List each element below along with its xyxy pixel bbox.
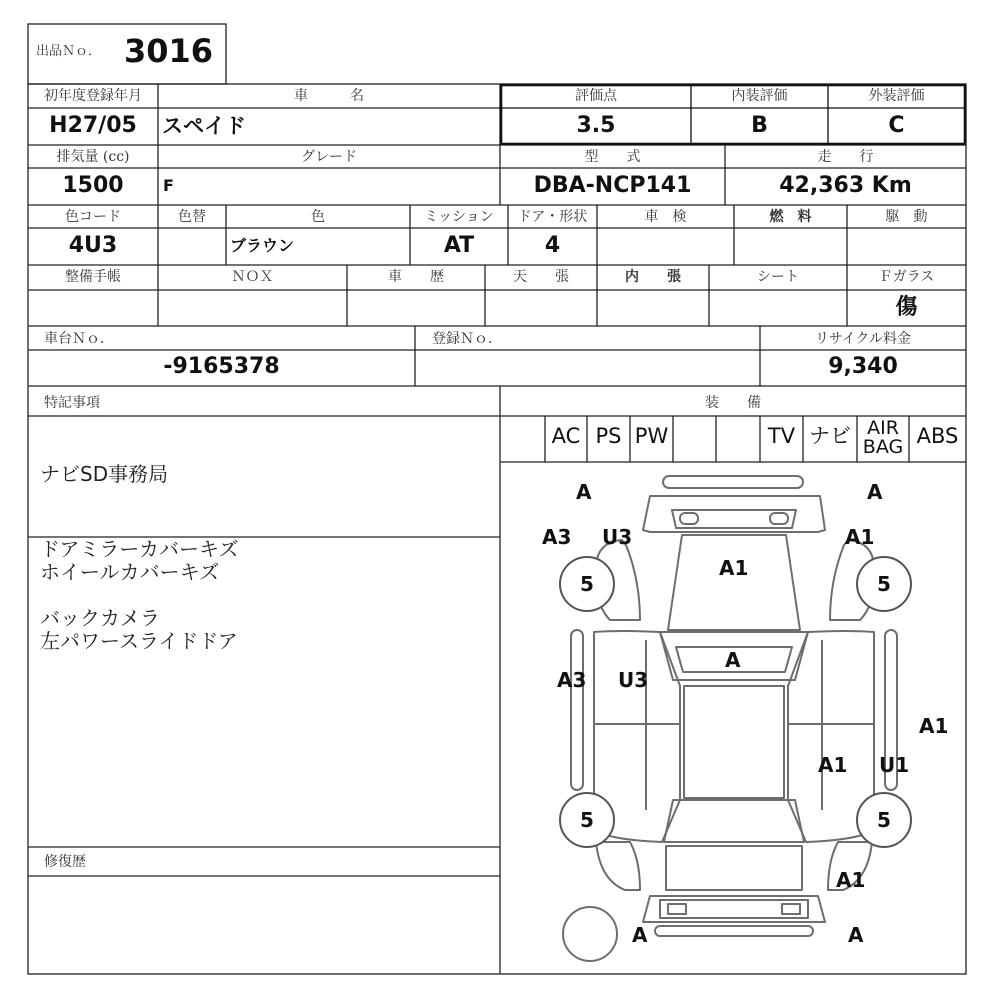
- equipment-abs: ABS: [916, 424, 959, 448]
- equipment-pw: PW: [634, 424, 669, 448]
- damage-right-door-a: A1: [818, 753, 848, 777]
- equipment-tv: TV: [767, 424, 796, 448]
- lot-label: 出品Ｎｏ．: [36, 44, 102, 59]
- tire-front-left: 5: [559, 556, 615, 612]
- interior-value: B: [751, 113, 768, 138]
- notes-line-2: ドアミラーカバーキズ: [40, 537, 239, 561]
- interior-label: 内装評価: [731, 88, 788, 104]
- inspection-label: 車 検: [644, 209, 687, 225]
- color-code-value: 4U3: [68, 233, 118, 258]
- recycle-label: リサイクル料金: [814, 331, 912, 347]
- damage-hood: A1: [719, 556, 749, 580]
- history-label: 車 歴: [388, 269, 444, 285]
- notes-line-3: ホイールカバーキズ: [40, 560, 220, 584]
- inner-label: 内 張: [625, 269, 681, 285]
- mileage-value: 42,363 Km: [779, 173, 912, 198]
- model-label: 型 式: [584, 149, 641, 165]
- first-reg-value: H27/05: [49, 113, 137, 138]
- reg-no-label: 登録Ｎｏ．: [432, 331, 502, 347]
- chassis-label: 車台Ｎｏ．: [44, 331, 114, 347]
- repair-history-label: 修復歴: [44, 854, 86, 870]
- notes-label: 特記事項: [44, 395, 100, 411]
- car-name-value: スペイド: [162, 114, 246, 138]
- damage-left-door-a: A3: [557, 668, 587, 692]
- exterior-value: C: [888, 113, 905, 138]
- fglass-label: Ｆガラス: [878, 269, 935, 285]
- recycle-value: 9,340: [828, 354, 898, 379]
- damage-roof: A: [725, 648, 741, 672]
- damage-rear-left-bumper: A: [632, 923, 648, 947]
- color-label: 色: [311, 209, 325, 225]
- equipment-airbag: AIR BAG: [862, 417, 904, 458]
- first-reg-label: 初年度登録年月: [44, 88, 142, 104]
- notes-line-4: バックカメラ: [40, 606, 160, 630]
- equipment-navi: ナビ: [809, 424, 851, 448]
- notes-line-5: 左パワースライドドア: [40, 629, 238, 653]
- damage-left-front-fender-u: U3: [602, 525, 633, 549]
- damage-trunk: A1: [836, 868, 866, 892]
- equipment-label: 装 備: [705, 395, 761, 411]
- score-label: 評価点: [575, 88, 617, 104]
- damage-right-side: A1: [919, 714, 949, 738]
- damage-left-front-fender-a: A3: [542, 525, 572, 549]
- drive-label: 駆 動: [885, 209, 928, 225]
- displacement-value: 1500: [62, 173, 124, 198]
- nox-label: ＮＯＸ: [231, 269, 274, 285]
- door-value: 4: [544, 233, 561, 258]
- mileage-label: 走 行: [817, 149, 874, 165]
- damage-left-door-u: U3: [618, 668, 649, 692]
- mission-label: ミッション: [424, 209, 494, 225]
- color-value: ブラウン: [230, 236, 295, 255]
- car-name-label: 車 名: [294, 88, 364, 104]
- tire-rear-right: 5: [856, 792, 912, 848]
- tire-rear-left: 5: [559, 792, 615, 848]
- score-value: 3.5: [576, 113, 616, 138]
- color-code-label: 色コード: [65, 209, 121, 225]
- damage-front-left-bumper: A: [576, 480, 592, 504]
- exterior-label: 外装評価: [868, 88, 925, 104]
- fuel-label: 燃 料: [769, 209, 812, 225]
- lot-number: 3016: [124, 32, 214, 70]
- mission-value: AT: [443, 233, 475, 258]
- chassis-value: -9165378: [163, 354, 280, 379]
- damage-rear-right-bumper: A: [848, 923, 864, 947]
- color-change-label: 色替: [178, 209, 206, 225]
- fglass-value: 傷: [895, 294, 918, 320]
- damage-right-front-fender: A1: [845, 525, 875, 549]
- door-label: ドア・形状: [517, 209, 588, 225]
- ceiling-label: 天 張: [513, 269, 569, 285]
- damage-right-door-u: U1: [879, 753, 910, 777]
- manual-label: 整備手帳: [65, 269, 121, 285]
- grade-label: グレード: [301, 149, 357, 165]
- seat-label: シート: [757, 269, 799, 285]
- notes-line-1: ナビSD事務局: [40, 462, 169, 486]
- grade-value: F: [163, 176, 174, 195]
- damage-front-right-bumper: A: [867, 480, 883, 504]
- model-value: DBA-NCP141: [533, 173, 692, 198]
- tire-front-right: 5: [856, 556, 912, 612]
- displacement-label: 排気量 (cc): [56, 149, 130, 165]
- equipment-ac: AC: [551, 424, 581, 448]
- equipment-ps: PS: [595, 424, 622, 448]
